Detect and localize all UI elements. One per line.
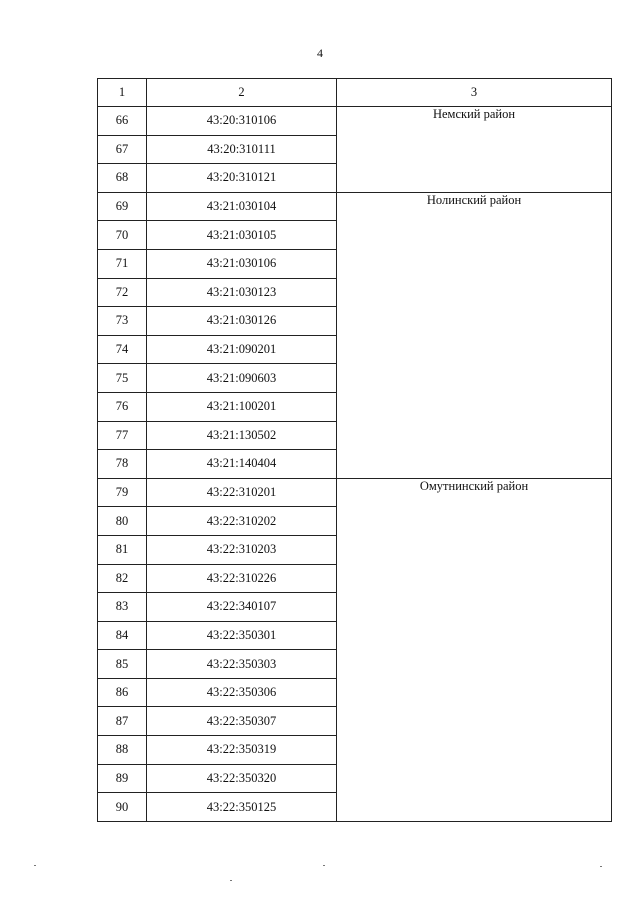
cadastral-code: 43:22:350125 [147, 793, 337, 822]
cadastral-code: 43:20:310121 [147, 164, 337, 193]
column-header-1: 1 [98, 79, 147, 107]
cadastral-code: 43:21:090201 [147, 335, 337, 364]
page-number: 4 [317, 46, 323, 60]
row-number: 70 [98, 221, 147, 250]
row-number: 69 [98, 192, 147, 221]
row-number: 77 [98, 421, 147, 450]
table-row [98, 192, 612, 221]
cadastral-code: 43:22:350301 [147, 621, 337, 650]
row-number: 76 [98, 392, 147, 421]
row-number: 85 [98, 650, 147, 679]
cadastral-code: 43:22:310202 [147, 507, 337, 536]
cadastral-code: 43:21:090603 [147, 364, 337, 393]
row-number: 78 [98, 450, 147, 479]
scan-speck [600, 866, 602, 867]
cadastral-code: 43:22:350319 [147, 736, 337, 765]
row-number: 79 [98, 478, 147, 507]
cadastral-code: 43:21:030123 [147, 278, 337, 307]
district-name: Немский район [337, 107, 612, 193]
row-number: 80 [98, 507, 147, 536]
column-header-2: 2 [147, 79, 337, 107]
scan-speck [323, 865, 325, 866]
row-number: 71 [98, 249, 147, 278]
row-number: 74 [98, 335, 147, 364]
cadastral-code: 43:21:030104 [147, 192, 337, 221]
row-number: 90 [98, 793, 147, 822]
cadastral-code: 43:21:030126 [147, 307, 337, 336]
table-body [98, 107, 612, 822]
row-number: 72 [98, 278, 147, 307]
column-header-3: 3 [337, 79, 612, 107]
row-number: 73 [98, 307, 147, 336]
row-number: 83 [98, 593, 147, 622]
cadastral-code: 43:21:100201 [147, 392, 337, 421]
row-number: 86 [98, 678, 147, 707]
cadastral-table [97, 78, 612, 822]
scan-speck [34, 865, 36, 866]
cadastral-code: 43:22:350320 [147, 764, 337, 793]
row-number: 81 [98, 535, 147, 564]
cadastral-code: 43:22:350306 [147, 678, 337, 707]
cadastral-code: 43:21:030105 [147, 221, 337, 250]
cadastral-code: 43:22:350303 [147, 650, 337, 679]
cadastral-code: 43:21:130502 [147, 421, 337, 450]
cadastral-code: 43:22:310201 [147, 478, 337, 507]
row-number: 84 [98, 621, 147, 650]
cadastral-code: 43:21:030106 [147, 249, 337, 278]
table-row [98, 107, 612, 136]
cadastral-code: 43:22:310203 [147, 535, 337, 564]
row-number: 75 [98, 364, 147, 393]
row-number: 82 [98, 564, 147, 593]
row-number: 87 [98, 707, 147, 736]
cadastral-code: 43:22:340107 [147, 593, 337, 622]
row-number: 89 [98, 764, 147, 793]
cadastral-code: 43:21:140404 [147, 450, 337, 479]
row-number: 68 [98, 164, 147, 193]
cadastral-code: 43:20:310111 [147, 135, 337, 164]
cadastral-code: 43:20:310106 [147, 107, 337, 136]
row-number: 67 [98, 135, 147, 164]
row-number: 88 [98, 736, 147, 765]
scan-speck [230, 880, 232, 881]
table-row [98, 478, 612, 507]
cadastral-code: 43:22:350307 [147, 707, 337, 736]
table-header-row [98, 79, 612, 107]
district-name: Омутнинский район [337, 478, 612, 821]
district-name: Нолинский район [337, 192, 612, 478]
row-number: 66 [98, 107, 147, 136]
cadastral-code: 43:22:310226 [147, 564, 337, 593]
